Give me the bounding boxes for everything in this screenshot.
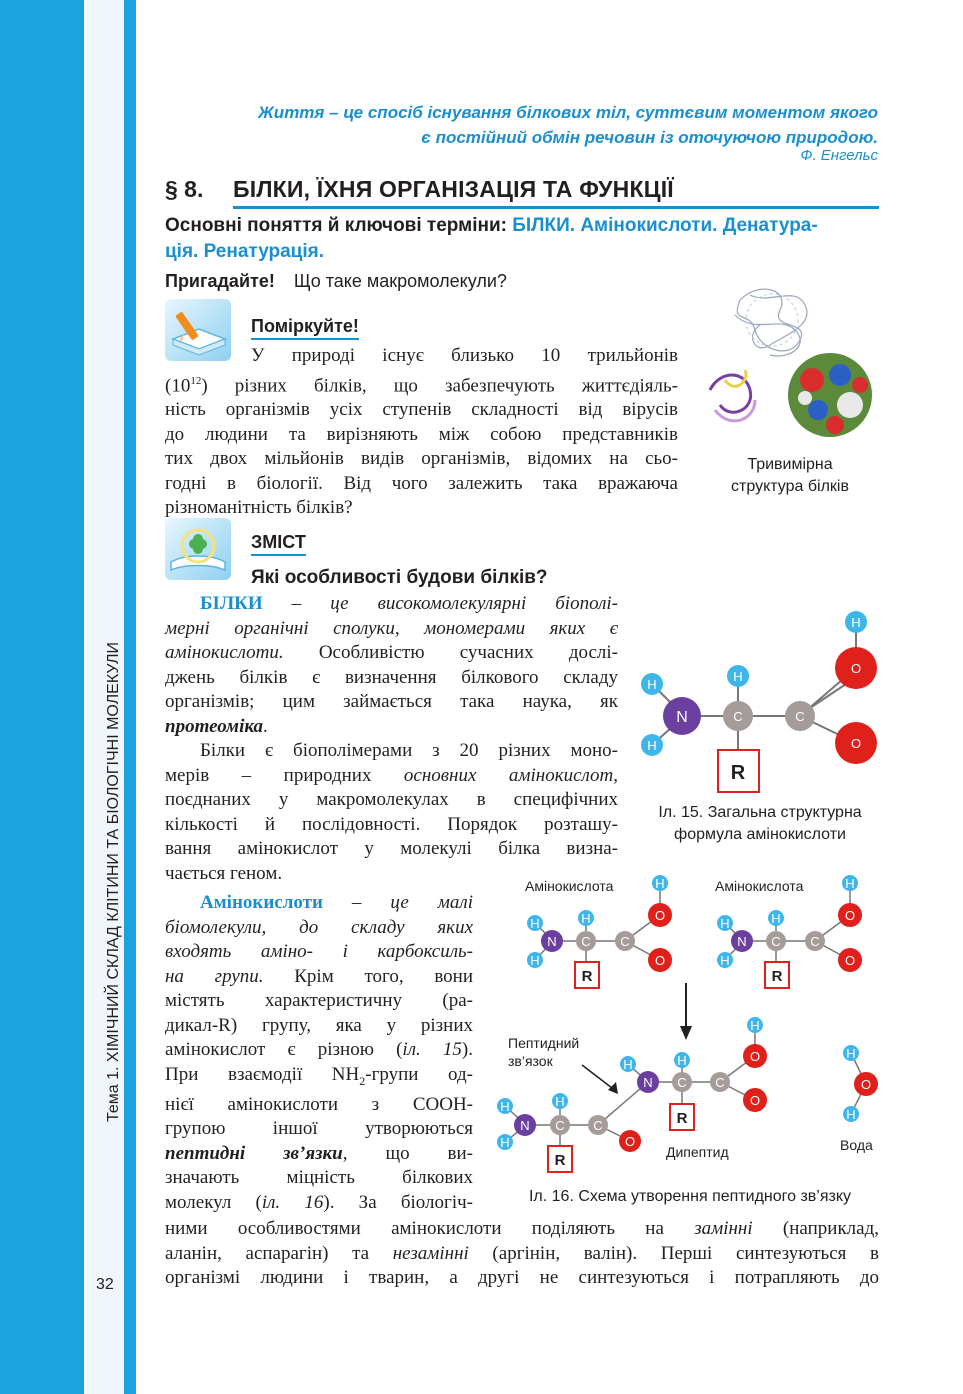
label-peptide-bond-2: зв’язок [508, 1053, 553, 1069]
figure-15-amino-acid [630, 600, 890, 800]
p1-def-2: мерні органічні сполуки, мономерами яких є [165, 617, 618, 639]
atom-label-c: C [795, 709, 805, 724]
atom-label-h: H [720, 953, 730, 968]
think-line-1: У природі існує близько 10 трильйонів [251, 345, 678, 366]
term-amino-acids: Амінокислоти [200, 892, 323, 913]
label-dipeptide: Дипептид [666, 1144, 729, 1160]
atom-label-c: C [677, 1075, 687, 1090]
p3-l3: входять аміно- і карбоксиль- [165, 941, 473, 962]
p1-rest-3: Особливістю сучасних дослі- [283, 642, 618, 663]
atom-label-h: H [750, 1018, 760, 1033]
body-paragraph-4 [165, 1217, 879, 1291]
think-label: Поміркуйте! [251, 316, 359, 340]
p4-line-2 [165, 1242, 879, 1267]
atom-label-h: H [677, 1053, 687, 1068]
p2-l2b: , [613, 764, 618, 786]
atom-label-h: H [647, 677, 657, 692]
label-amino-acid-2: Амінокислота [715, 878, 804, 894]
page-number: 32 [96, 1276, 114, 1293]
term-proteins: БІЛКИ [200, 593, 263, 614]
chapter-title-vertical: Тема 1. ХІМІЧНИЙ СКЛАД КЛІТИНИ ТА БІОЛОГІЧНІ МОЛЕКУЛИ [105, 642, 122, 1122]
p2-line-6: чається геном. [165, 862, 283, 884]
protein-spacefill [788, 353, 872, 437]
think-line-4: до людини та вирізняють між собою представників [165, 423, 678, 445]
p3-l1: – це малі [322, 892, 473, 913]
protein-caption [700, 454, 880, 498]
atom-label-n: N [676, 709, 688, 726]
p3-line-2 [165, 916, 473, 941]
p3-l2: біомолекули, до складу яких [165, 916, 473, 938]
reaction-arrow [680, 983, 692, 1040]
p3-line-3 [165, 940, 473, 965]
atom-label-c: C [771, 934, 781, 949]
atom-label-h: H [500, 1099, 510, 1114]
think-line-5: тих двох мільйонів видів організмів, відомих на сьо- [165, 448, 678, 470]
epigraph-author: Ф. Енгельс [800, 147, 878, 164]
remember-question: Що таке макромолекули? [293, 271, 507, 291]
think-line-2b: ) різних білків, що забезпечують життєдіяль- [201, 374, 678, 396]
p3-l8b: -групи од- [365, 1063, 473, 1085]
p1-dash: – [262, 593, 331, 614]
p3-line-4 [165, 965, 473, 990]
p3-l13i: іл. 16 [261, 1191, 324, 1213]
think-line-3: ність організмів усіх ступенів складності від вірусів [165, 399, 678, 421]
atom-label-h: H [623, 1057, 633, 1072]
p2-line-1: Білки є біополімерами з 20 різних моно- [200, 740, 618, 761]
figure-16-peptide-bond [490, 868, 890, 1178]
section-title: БІЛКИ, ЇХНЯ ОРГАНІЗАЦІЯ ТА ФУНКЦІЇ [233, 176, 674, 202]
remember-block [165, 271, 507, 292]
atom-label-c: C [620, 934, 630, 949]
p3-l4i: на групи. [165, 965, 264, 987]
radical-label: R [771, 968, 783, 985]
p4-l1b: (наприклад, [752, 1218, 880, 1239]
figure-15-caption-line-2: формула амінокислоти [674, 826, 846, 843]
p4-l2b: (аргінін, валін). Перші синтезуються в [468, 1242, 879, 1264]
p2-line-5: вання амінокислот у молекулі білка визна- [165, 838, 618, 859]
section-number: § 8. [165, 176, 204, 202]
p3-l13a: молекул ( [165, 1191, 262, 1213]
think-line-2a: (10 [165, 374, 191, 396]
protein-caption-line-2: структура білків [731, 478, 849, 495]
atom-label-c: C [581, 934, 591, 949]
p4-line-1 [165, 1217, 879, 1242]
p1-def-3: амінокислоти. [165, 642, 284, 663]
p3-line-8 [165, 1063, 473, 1093]
atom-label-c: C [555, 1118, 565, 1133]
atom-label-h: H [581, 911, 591, 926]
atom-label-o: O [860, 1077, 872, 1092]
atom-label-o: O [749, 1093, 761, 1108]
p2-line-3: поєднаних у макромолекулах в специфічних [165, 789, 618, 810]
p2-l2a: мерів – природних [165, 764, 404, 786]
atom-label-h: H [846, 1046, 856, 1061]
p3-line-11 [165, 1142, 473, 1167]
p1-line-1 [165, 592, 618, 617]
key-concepts [165, 213, 881, 265]
p3-l8sub: 2 [359, 1073, 366, 1088]
p3-line-7 [165, 1038, 473, 1063]
atom-label-h: H [530, 953, 540, 968]
figure-16-caption: Іл. 16. Схема утворення пептидного зв’язку [528, 1188, 852, 1205]
body-paragraph-1 [165, 592, 618, 886]
radical-label: R [676, 1110, 688, 1127]
atom-label-h: H [655, 876, 665, 891]
radical-label: R [730, 762, 746, 784]
label-peptide-bond-1: Пептидний [508, 1035, 580, 1051]
p4-l1i: замінні [694, 1218, 753, 1239]
p4-l2i: незамінні [392, 1242, 469, 1264]
atom-label-o: O [850, 736, 862, 751]
atom-label-h: H [845, 876, 855, 891]
clover-book-icon [165, 518, 231, 580]
epigraph-line-2: є постійний обмін речовин із оточуючою природою. [421, 128, 878, 147]
atom-label-n: N [643, 1075, 653, 1090]
p3-l7b: ). [461, 1039, 473, 1060]
protein-ribbon-gray [735, 289, 807, 356]
epigraph-line-1: Життя – це спосіб існування білкових тіл, суттєвим моментом якого [258, 103, 878, 122]
p3-line-9: нієї амінокислоти з COOH- [165, 1093, 473, 1115]
atom-label-o: O [654, 953, 666, 968]
atom-label-h: H [647, 738, 657, 753]
radical-label: R [554, 1152, 566, 1169]
p1-line-6: протеоміка. [165, 715, 268, 737]
atom-label-h: H [771, 911, 781, 926]
atom-label-o: O [749, 1049, 761, 1064]
atom-label-o: O [850, 661, 862, 676]
remember-label: Пригадайте! [165, 271, 275, 291]
p3-l7i: іл. 15 [402, 1039, 462, 1060]
p2-line-2 [165, 764, 618, 789]
protein-structure-image [700, 280, 890, 450]
section-title-underline [233, 206, 879, 209]
atom-label-h: H [500, 1135, 510, 1150]
p1-line-5: організмів; цим займається така наука, як [165, 691, 618, 712]
think-paragraph [165, 344, 678, 521]
atom-label-h: H [530, 916, 540, 931]
p4-line-3: організмі людини і тварин, а другі не синтезуються і потрапляють до [165, 1267, 879, 1288]
p1-line-3 [165, 641, 618, 666]
term-peptide-bonds: пептидні зв’язки [165, 1142, 343, 1164]
key-terms-line-1: БІЛКИ. Амінокислоти. Денатура- [512, 215, 818, 236]
p3-line-6: дикал-R) групу, яка у різних [165, 1014, 473, 1036]
think-line-2 [165, 369, 678, 399]
sidebar-edge [124, 0, 136, 1394]
sidebar-band [0, 0, 84, 1394]
key-terms-line-2: ція. Ренатурація. [165, 241, 325, 262]
content-label: ЗМІСТ [251, 532, 306, 556]
atom-label-h: H [851, 615, 861, 630]
atom-label-n: N [737, 934, 747, 949]
atom-label-h: H [846, 1107, 856, 1122]
p4-l2a: аланін, аспарагін) та [165, 1242, 393, 1264]
atom-label-n: N [520, 1118, 530, 1133]
atom-label-c: C [733, 709, 743, 724]
figure-15-caption [630, 802, 890, 846]
atom-label-o: O [654, 908, 666, 923]
body-paragraph-3 [165, 891, 473, 1215]
label-water: Вода [840, 1137, 873, 1153]
figure-15-caption-line-1: Іл. 15. Загальна структурна [658, 804, 862, 821]
label-amino-acid-1: Амінокислота [525, 878, 614, 894]
p3-line-1 [165, 891, 473, 916]
atom-label-h: H [555, 1094, 565, 1109]
atom-label-o: O [844, 908, 856, 923]
p1-def-1: це високомолекулярні біополі- [330, 593, 619, 614]
protein-ribbon-purple [710, 370, 755, 421]
p3-line-5: містять характеристичну (ра- [165, 990, 473, 1011]
p4-l1a: ними особливостями амінокислоти поділяють на [165, 1218, 695, 1239]
p3-line-10: групою іншої утворюються [165, 1118, 473, 1140]
atom-label-c: C [715, 1075, 725, 1090]
p1-line-2 [165, 617, 618, 642]
p3-l8a: При взаємодії NH [165, 1063, 360, 1085]
water-molecule [843, 1045, 878, 1122]
p3-l7a: амінокислот є різною ( [165, 1039, 403, 1060]
p3-line-12: значають міцність білкових [165, 1167, 473, 1189]
atom-label-n: N [547, 934, 557, 949]
atom-label-h: H [720, 916, 730, 931]
atom-label-c: C [593, 1118, 603, 1133]
think-line-7: різноманітність білків? [165, 497, 353, 519]
content-question: Які особливості будови білків? [251, 567, 548, 588]
atom-label-o: O [624, 1134, 636, 1149]
p3-l13b: ). За біологіч- [323, 1191, 473, 1213]
key-concepts-lead: Основні поняття й ключові терміни: [165, 215, 507, 236]
p3-line-13 [165, 1191, 473, 1216]
p1-line-4: джень білків є визначення білкового складу [165, 666, 618, 688]
p3-l4: Крім того, вони [263, 965, 473, 987]
atom-label-o: O [844, 953, 856, 968]
p3-l11: , що ви- [342, 1142, 473, 1164]
protein-caption-line-1: Тривимірна [747, 456, 833, 473]
p2-line-4: кількості й послідовності. Порядок розташу- [165, 813, 618, 835]
think-line-6: годні в біології. Від чого залежить така вражаюча [165, 472, 678, 494]
think-line-2-sup: 12 [190, 374, 202, 387]
atom-label-c: C [810, 934, 820, 949]
radical-label: R [581, 968, 593, 985]
term-proteomics: протеоміка [165, 715, 264, 737]
atom-label-h: H [733, 669, 743, 684]
p2-l2i: основних амінокислот [403, 764, 614, 786]
